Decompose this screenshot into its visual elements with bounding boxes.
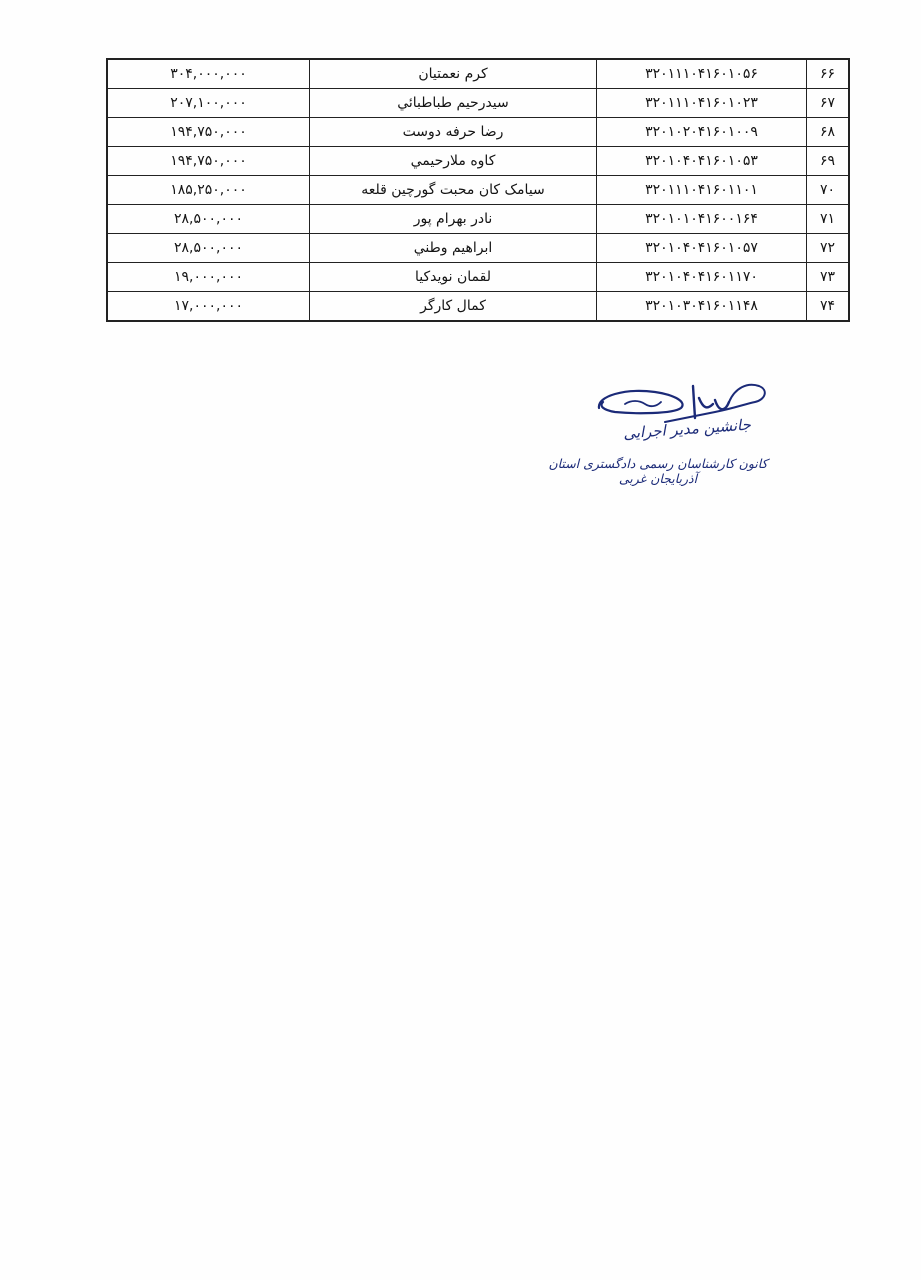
code-cell: ۳۲۰۱۰۳۰۴۱۶۰۱۱۴۸ [597,292,807,322]
row-number-cell: ۶۸ [807,118,850,147]
table-row [107,59,849,89]
name-cell: سیامک کان محبت گورچین قلعه [310,176,597,205]
row-number-cell: ۶۹ [807,147,850,176]
amount-cell: ۱۷,۰۰۰,۰۰۰ [107,292,310,322]
amount-cell: ۳۰۴,۰۰۰,۰۰۰ [107,59,310,89]
name-cell: کرم نعمتیان [310,59,597,89]
row-number-cell: ۷۱ [807,205,850,234]
organization-name: کانون کارشناسان رسمی دادگستری استان آذربایجان غربی [548,456,768,486]
amount-cell: ۲۰۷,۱۰۰,۰۰۰ [107,89,310,118]
row-number-cell: ۶۷ [807,89,850,118]
payments-table [106,58,850,322]
amount-cell: ۲۸,۵۰۰,۰۰۰ [107,205,310,234]
table-row [107,205,849,234]
code-cell: ۳۲۰۱۱۱۰۴۱۶۰۱۰۵۶ [597,59,807,89]
code-cell: ۳۲۰۱۰۴۰۴۱۶۰۱۰۵۳ [597,147,807,176]
table-row [107,292,849,322]
table-row [107,263,849,292]
code-cell: ۳۲۰۱۰۴۰۴۱۶۰۱۰۵۷ [597,234,807,263]
table-row [107,89,849,118]
row-number-cell: ۷۴ [807,292,850,322]
name-cell: ابراهیم وطني [310,234,597,263]
amount-cell: ۱۹۴,۷۵۰,۰۰۰ [107,118,310,147]
row-number-cell: ۶۶ [807,59,850,89]
table-row [107,118,849,147]
code-cell: ۳۲۰۱۱۱۰۴۱۶۰۱۰۲۳ [597,89,807,118]
table-row [107,147,849,176]
name-cell: رضا حرفه دوست [310,118,597,147]
name-cell: لقمان نویدکیا [310,263,597,292]
row-number-cell: ۷۰ [807,176,850,205]
amount-cell: ۱۸۵,۲۵۰,۰۰۰ [107,176,310,205]
name-cell: کاوه ملارحیمي [310,147,597,176]
table-row [107,234,849,263]
table-row [107,176,849,205]
code-cell: ۳۲۰۱۱۱۰۴۱۶۰۱۱۰۱ [597,176,807,205]
row-number-cell: ۷۳ [807,263,850,292]
payments-table-body [107,59,849,321]
name-cell: سیدرحیم طباطبائي [310,89,597,118]
code-cell: ۳۲۰۱۰۲۰۴۱۶۰۱۰۰۹ [597,118,807,147]
amount-cell: ۲۸,۵۰۰,۰۰۰ [107,234,310,263]
row-number-cell: ۷۲ [807,234,850,263]
signatory-title: جانشین مدیر اجرایی [622,415,752,443]
amount-cell: ۱۹۴,۷۵۰,۰۰۰ [107,147,310,176]
code-cell: ۳۲۰۱۰۴۰۴۱۶۰۱۱۷۰ [597,263,807,292]
amount-cell: ۱۹,۰۰۰,۰۰۰ [107,263,310,292]
name-cell: نادر بهرام پور [310,205,597,234]
signature-block [540,378,780,488]
name-cell: کمال کارگر [310,292,597,322]
code-cell: ۳۲۰۱۰۱۰۴۱۶۰۰۱۶۴ [597,205,807,234]
